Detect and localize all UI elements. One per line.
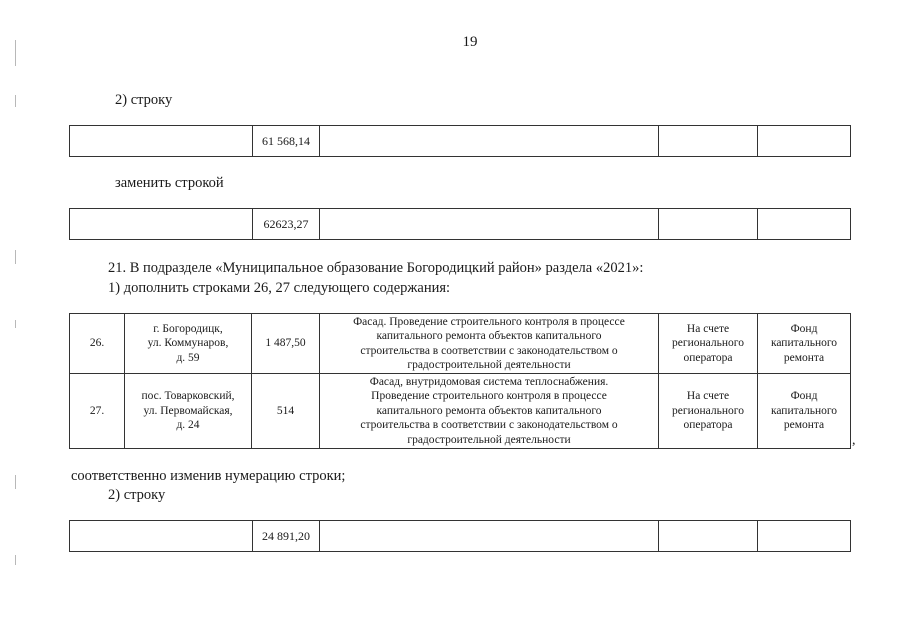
fund-line: ремонта (783, 419, 825, 432)
table-cell (758, 521, 851, 552)
table-cell (70, 209, 253, 240)
amount-cell: 514 (252, 374, 320, 449)
account-line: На счете (686, 322, 730, 335)
work-line: градостроительной деятельности (407, 433, 571, 446)
work-line: Фасад. Проведение строительного контроля в процессе (353, 315, 625, 328)
table-row (70, 521, 851, 552)
fund-line: Фонд (790, 390, 818, 403)
account-cell (659, 374, 758, 449)
address-line: ул. Первомайская, (143, 404, 233, 417)
address-line: ул. Коммунаров, (147, 337, 229, 350)
added-rows-table (69, 313, 851, 449)
work-line: строительства в соответствии с законодательством о (360, 419, 618, 432)
address-cell (125, 374, 252, 449)
table-cell (320, 126, 659, 157)
trailing-comma: , (852, 433, 856, 448)
work-line: градостроительной деятельности (407, 359, 571, 371)
work-line: Проведение строительного контроля в процессе (371, 390, 607, 403)
account-line: регионального (672, 337, 744, 350)
table-cell (70, 126, 253, 157)
fund-line: капитального (770, 404, 838, 417)
last-row-table (69, 520, 851, 552)
work-line: капитального ремонта объектов капитального (376, 330, 602, 342)
amount-cell: 1 487,50 (252, 314, 320, 374)
scan-margin-mark (15, 95, 16, 107)
paragraph-string-next: 2) строку (108, 487, 166, 503)
work-description-cell (320, 314, 659, 374)
work-line: капитального ремонта объектов капитального (376, 404, 602, 417)
table-cell (659, 126, 758, 157)
account-cell (659, 314, 758, 374)
account-line: На счете (686, 390, 730, 403)
scan-margin-mark (15, 320, 16, 328)
paragraph-replace: заменить строкой (115, 175, 224, 191)
scan-margin-mark (15, 555, 16, 565)
fund-cell (758, 314, 851, 374)
table-cell (758, 209, 851, 240)
table-cell (758, 126, 851, 157)
account-line: оператора (683, 351, 733, 364)
table-cell (320, 209, 659, 240)
table-cell (659, 209, 758, 240)
amount-cell: 61 568,14 (253, 126, 320, 157)
address-cell (125, 314, 252, 374)
amount-cell: 62623,27 (253, 209, 320, 240)
table-cell (659, 521, 758, 552)
table-row (70, 314, 851, 374)
paragraph-renumber: соответственно изменив нумерацию строки; (71, 468, 346, 484)
work-line: строительства в соответствии с законодательством о (360, 344, 618, 357)
table-row (70, 209, 851, 240)
section-heading: 21. В подразделе «Муниципальное образование Богородицкий район» раздела «2021»: (108, 260, 644, 276)
table-cell (70, 521, 253, 552)
fund-cell (758, 374, 851, 449)
table-cell (320, 521, 659, 552)
new-row-table (69, 208, 851, 240)
account-line: регионального (672, 404, 744, 417)
sub-heading: 1) дополнить строками 26, 27 следующего содержания: (108, 280, 451, 296)
address-line: пос. Товарковский, (141, 390, 235, 403)
row-number: 26. (70, 314, 125, 374)
paragraph-string-intro: 2) строку (115, 92, 173, 108)
scan-margin-mark (15, 475, 16, 489)
address-line: г. Богородицк, (153, 322, 223, 335)
account-line: оператора (683, 419, 733, 432)
work-line: Фасад, внутридомовая система теплоснабжения. (369, 375, 609, 388)
row-number: 27. (70, 374, 125, 449)
fund-line: ремонта (783, 351, 825, 364)
scan-margin-mark (15, 40, 16, 66)
work-description-cell (320, 374, 659, 449)
old-row-table (69, 125, 851, 157)
table-row (70, 374, 851, 449)
table-row (70, 126, 851, 157)
fund-line: Фонд (790, 322, 818, 335)
amount-cell: 24 891,20 (253, 521, 320, 552)
address-line: д. 24 (176, 419, 200, 432)
address-line: д. 59 (176, 351, 200, 364)
scan-margin-mark (15, 250, 16, 264)
fund-line: капитального (770, 337, 838, 350)
page-number: 19 (462, 34, 478, 50)
